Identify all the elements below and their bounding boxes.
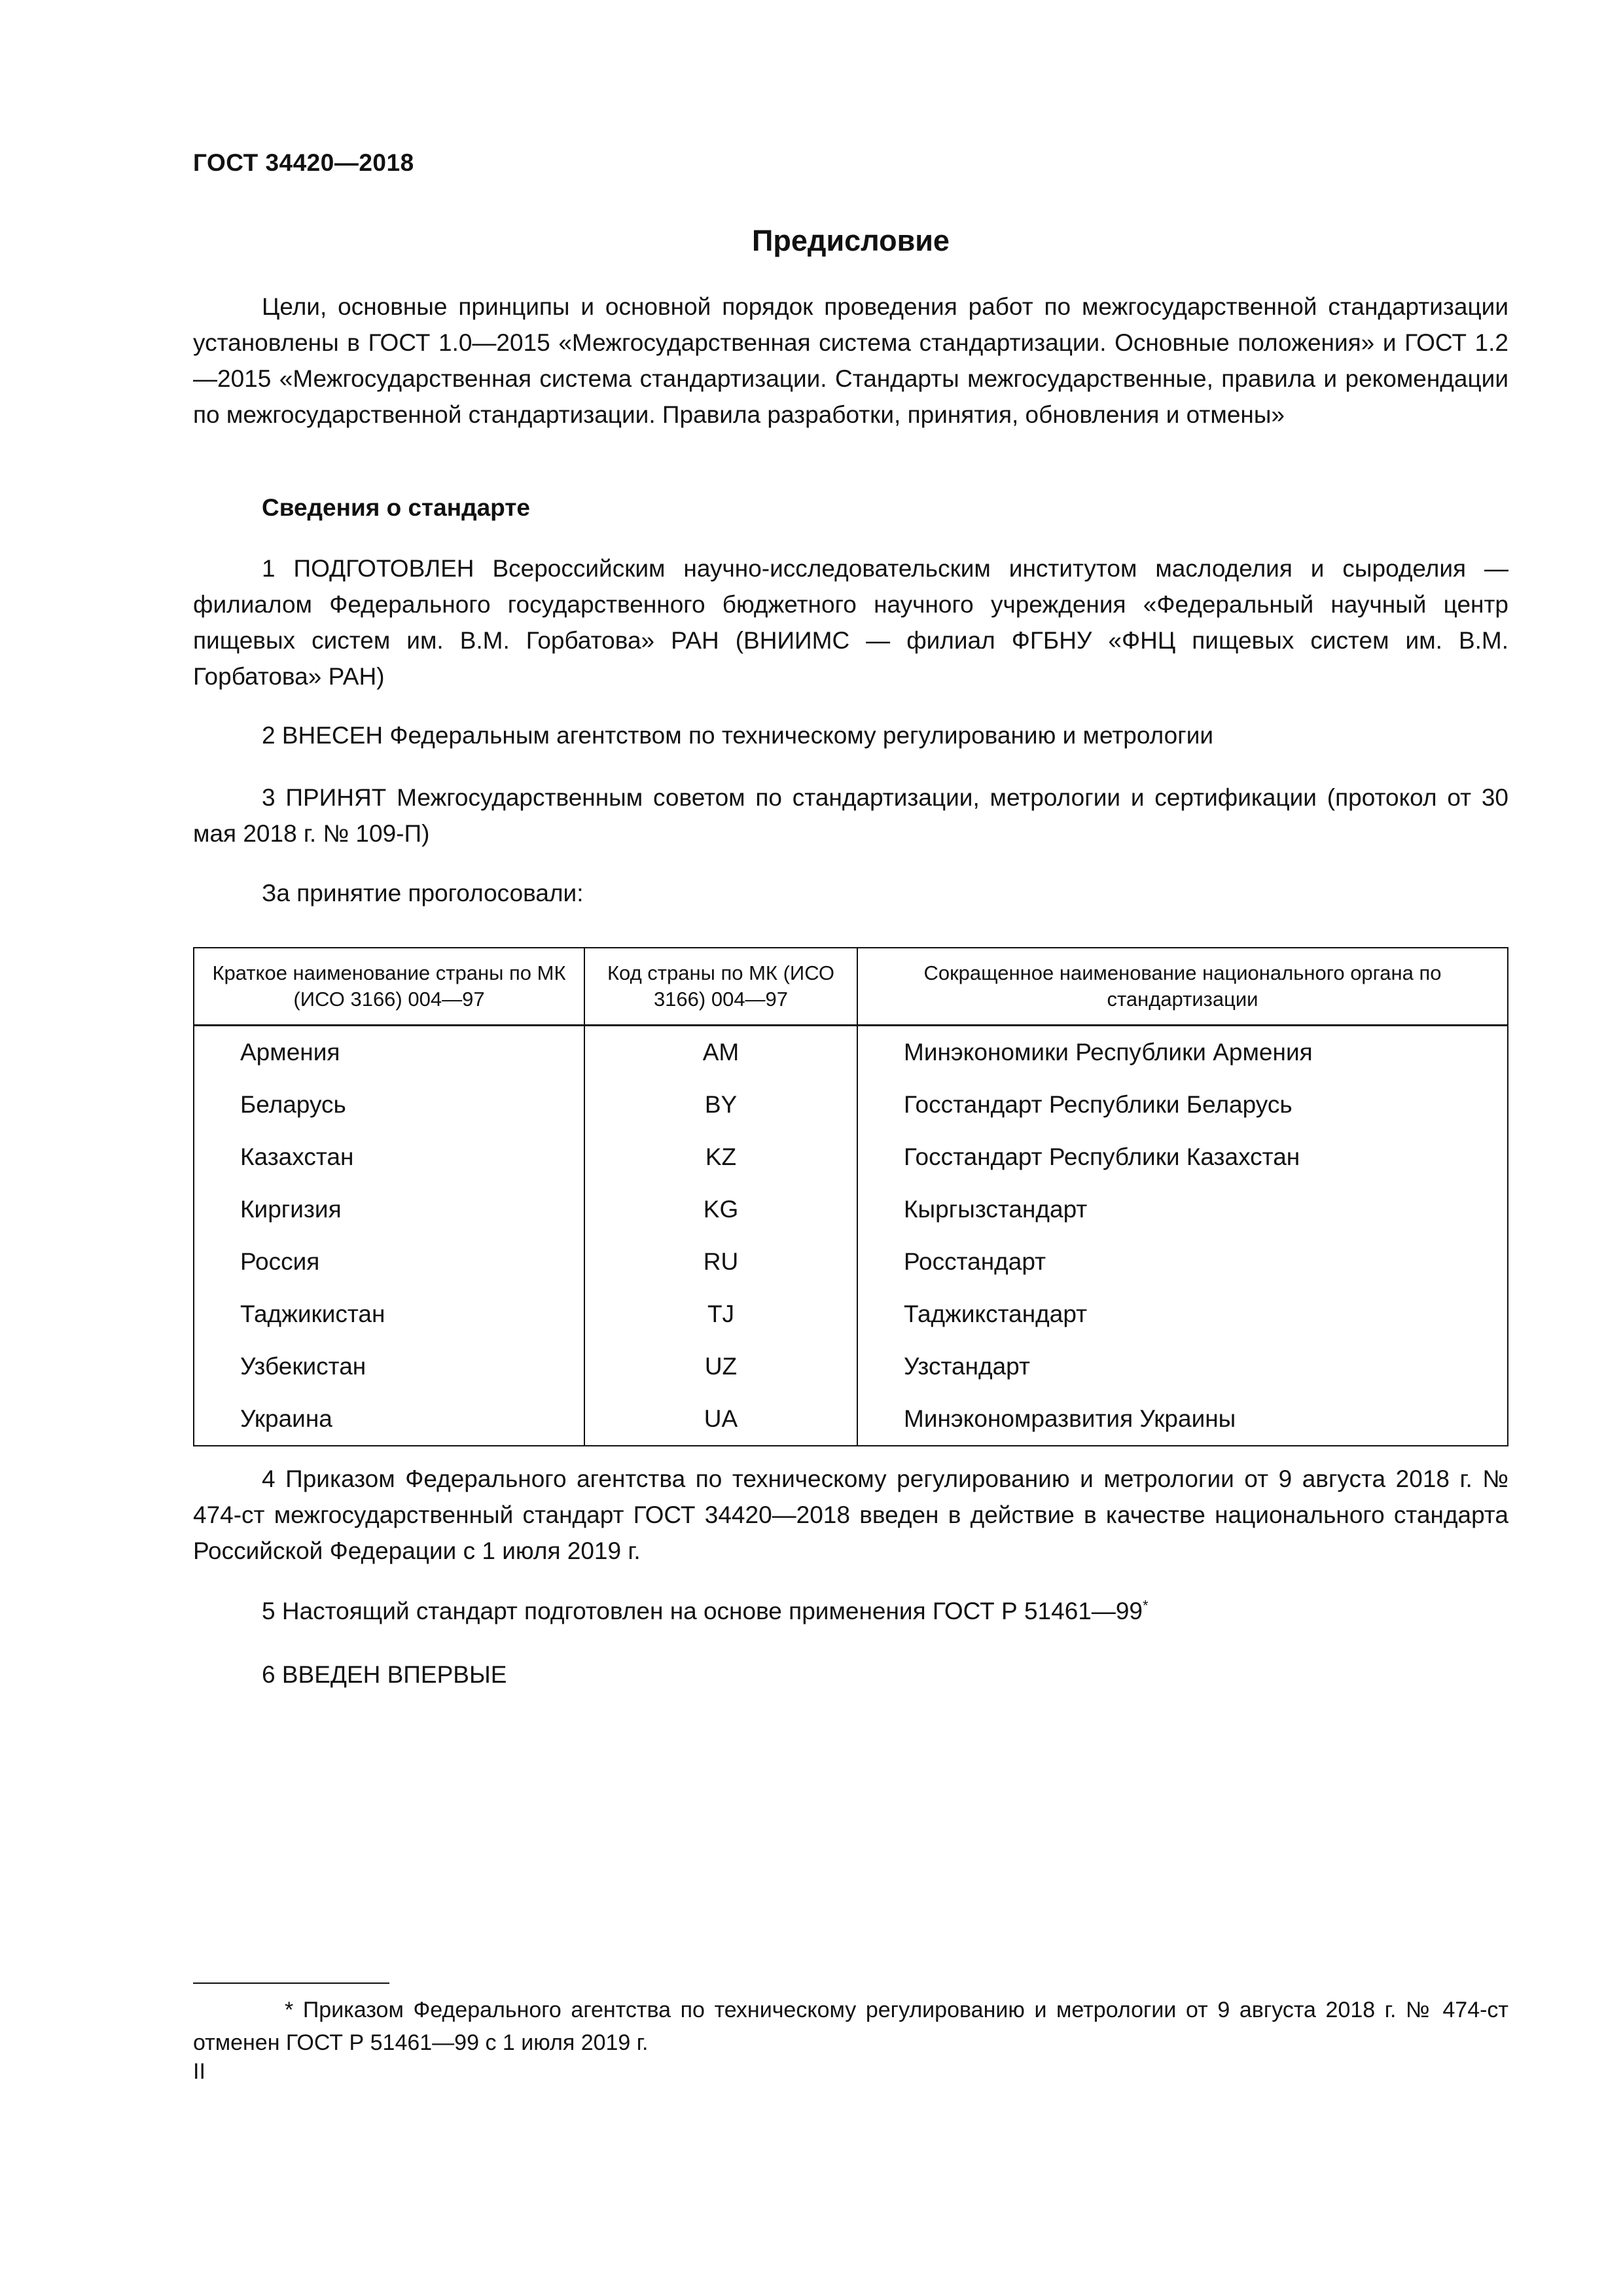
cell-country: Беларусь <box>240 1091 346 1118</box>
item-5-paragraph <box>193 1593 1508 1629</box>
cell-country: Казахстан <box>240 1143 354 1170</box>
item-2-paragraph: 2 ВНЕСЕН Федеральным агентством по техническому регулированию и метрологии <box>262 722 1214 749</box>
cell-country: Киргизия <box>240 1196 342 1223</box>
header-country: Краткое наименование страны по МК (ИСО 3166) 004—97 <box>194 948 584 1026</box>
header-agency: Сокращенное наименование национального органа по стандартизации <box>857 948 1507 1026</box>
cell-country: Узбекистан <box>240 1353 366 1380</box>
item-3-paragraph: 3 ПРИНЯТ Межгосударственным советом по стандартизации, метрологии и сертификации (протокол от 30 мая 2018 г. № 109-П) <box>193 784 1508 847</box>
item-5-text: 5 Настоящий стандарт подготовлен на основе применения ГОСТ Р 51461—99 <box>262 1598 1143 1624</box>
cell-code: KZ <box>584 1131 857 1183</box>
footnote-text: * Приказом Федерального агентства по техническому регулированию и метрологии от 9 августа 2018 г. № 474-ст отменен ГОСТ Р 51461—99 с 1 июля 2019 г. <box>193 1998 1508 2055</box>
page-number: II <box>193 2059 205 2084</box>
cell-code: AM <box>584 1026 857 1079</box>
table-row <box>194 1183 1507 1236</box>
cell-country: Украина <box>240 1405 332 1432</box>
cell-agency: Минэкономразвития Украины <box>857 1393 1507 1445</box>
cell-country: Армения <box>240 1039 340 1066</box>
table-row <box>194 1131 1507 1183</box>
item-4-paragraph: 4 Приказом Федерального агентства по техническому регулированию и метрологии от 9 августа 2018 г. № 474-ст межгосударственный стандарт ГОСТ 34420—2018 введен в действие в качестве национального стандарта Российской Федерации с 1 июля 2019 г. <box>193 1465 1508 1564</box>
cell-agency: Узстандарт <box>857 1340 1507 1393</box>
vote-intro-paragraph: За принятие проголосовали: <box>262 880 584 906</box>
voting-table <box>193 947 1508 1446</box>
table-row <box>194 1079 1507 1131</box>
footnote-divider <box>193 1982 389 1984</box>
cell-country: Таджикистан <box>240 1300 385 1327</box>
cell-code: RU <box>584 1236 857 1288</box>
section-heading: Сведения о стандарте <box>262 494 530 521</box>
table-row <box>194 1288 1507 1340</box>
cell-code: KG <box>584 1183 857 1236</box>
item-6-paragraph: 6 ВВЕДЕН ВПЕРВЫЕ <box>262 1661 507 1688</box>
footnote-marker[interactable]: * <box>1143 1597 1149 1614</box>
table-header-row <box>194 948 1507 1026</box>
document-code-header: ГОСТ 34420—2018 <box>193 149 414 176</box>
cell-agency: Минэкономики Республики Армения <box>857 1026 1507 1079</box>
cell-country: Россия <box>240 1248 320 1275</box>
table-row <box>194 1236 1507 1288</box>
header-code: Код страны по МК (ИСО 3166) 004—97 <box>584 948 857 1026</box>
intro-paragraph: Цели, основные принципы и основной порядок проведения работ по межгосударственной стандартизации установлены в ГОСТ 1.0—2015 «Межгосударственная система стандартизации. Основные положения» и ГОСТ 1.2—2015 «Межгосударственная система стандартизации. Стандарты межгосударственные, правила и рекомендации по межгосударственной стандартизации. Правила разработки, принятия, обновления и отмены» <box>193 293 1508 428</box>
item-1-paragraph: 1 ПОДГОТОВЛЕН Всероссийским научно-исследовательским институтом маслоделия и сыроделия — филиалом Федерального государственного бюджетного научного учреждения «Федеральный научный центр пищевых систем им. В.М. Горбатова» РАН (ВНИИМС — филиал ФГБНУ «ФНЦ пищевых систем им. В.М. Горбатова» РАН) <box>193 555 1508 690</box>
cell-code: TJ <box>584 1288 857 1340</box>
cell-agency: Таджикстандарт <box>857 1288 1507 1340</box>
cell-code: BY <box>584 1079 857 1131</box>
cell-code: UA <box>584 1393 857 1445</box>
cell-agency: Госстандарт Республики Беларусь <box>857 1079 1507 1131</box>
cell-agency: Кыргызстандарт <box>857 1183 1507 1236</box>
countries-table <box>194 948 1507 1445</box>
table-row <box>194 1340 1507 1393</box>
table-row <box>194 1026 1507 1079</box>
cell-agency: Росстандарт <box>857 1236 1507 1288</box>
document-page <box>193 0 1508 2296</box>
page-title: Предисловие <box>752 224 950 257</box>
table-row <box>194 1393 1507 1445</box>
cell-code: UZ <box>584 1340 857 1393</box>
cell-agency: Госстандарт Республики Казахстан <box>857 1131 1507 1183</box>
